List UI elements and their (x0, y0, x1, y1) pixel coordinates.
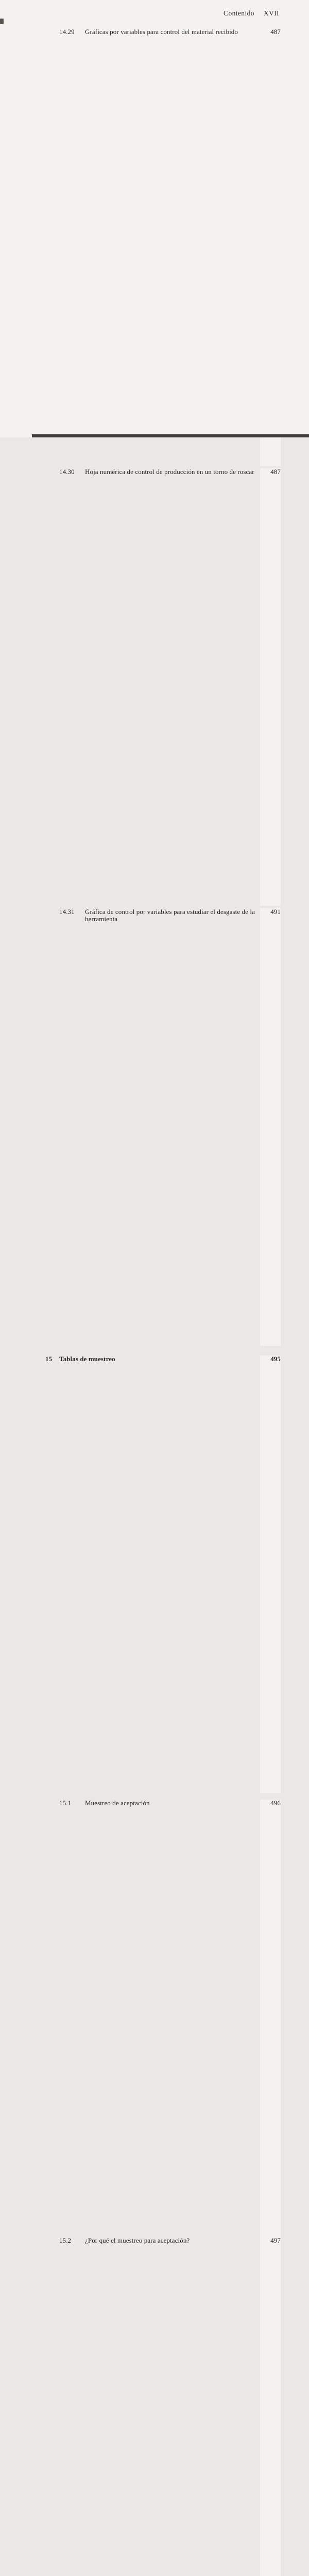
header-title: Contenido (224, 9, 254, 17)
toc-entry-row (59, 468, 281, 906)
entry-title: Tablas de muestreo (59, 1355, 115, 1363)
page-header (0, 9, 279, 18)
toc-chapter-row (45, 1355, 281, 1793)
toc-list (45, 28, 281, 2576)
entry-number: 14.29 (59, 28, 75, 36)
entry-number: 15.1 (59, 1799, 72, 1807)
toc-entry-row (59, 28, 281, 466)
entry-page: 487 (260, 468, 281, 906)
entry-title: Muestreo de aceptación (85, 1799, 150, 1807)
entry-number: 14.31 (59, 908, 75, 916)
entry-page: 496 (260, 1800, 281, 2237)
entry-page: 495 (260, 1355, 281, 1793)
entry-number: 15 (45, 1355, 53, 1363)
entry-title: Gráfica de control por variables para estudiar el desgaste de la herramienta (85, 908, 255, 923)
entry-number: 14.30 (59, 468, 75, 476)
entry-page: 491 (260, 908, 281, 1346)
header-page-number: XVII (263, 9, 279, 17)
entry-title: Hoja numérica de control de producción en un torno de roscar (85, 468, 254, 476)
scan-artifact (0, 19, 4, 24)
entry-page: 487 (260, 28, 281, 466)
entry-title: ¿Por qué el muestreo para aceptación? (85, 2236, 190, 2244)
toc-entry-row (59, 908, 281, 1346)
entry-number: 15.2 (59, 2236, 72, 2244)
toc-entry-row (59, 1800, 281, 2237)
toc-entry-row (59, 2237, 281, 2576)
entry-title: Gráficas por variables para control del material recibido (85, 28, 238, 36)
entry-page: 497 (260, 2237, 281, 2576)
scan-edge (32, 434, 309, 437)
